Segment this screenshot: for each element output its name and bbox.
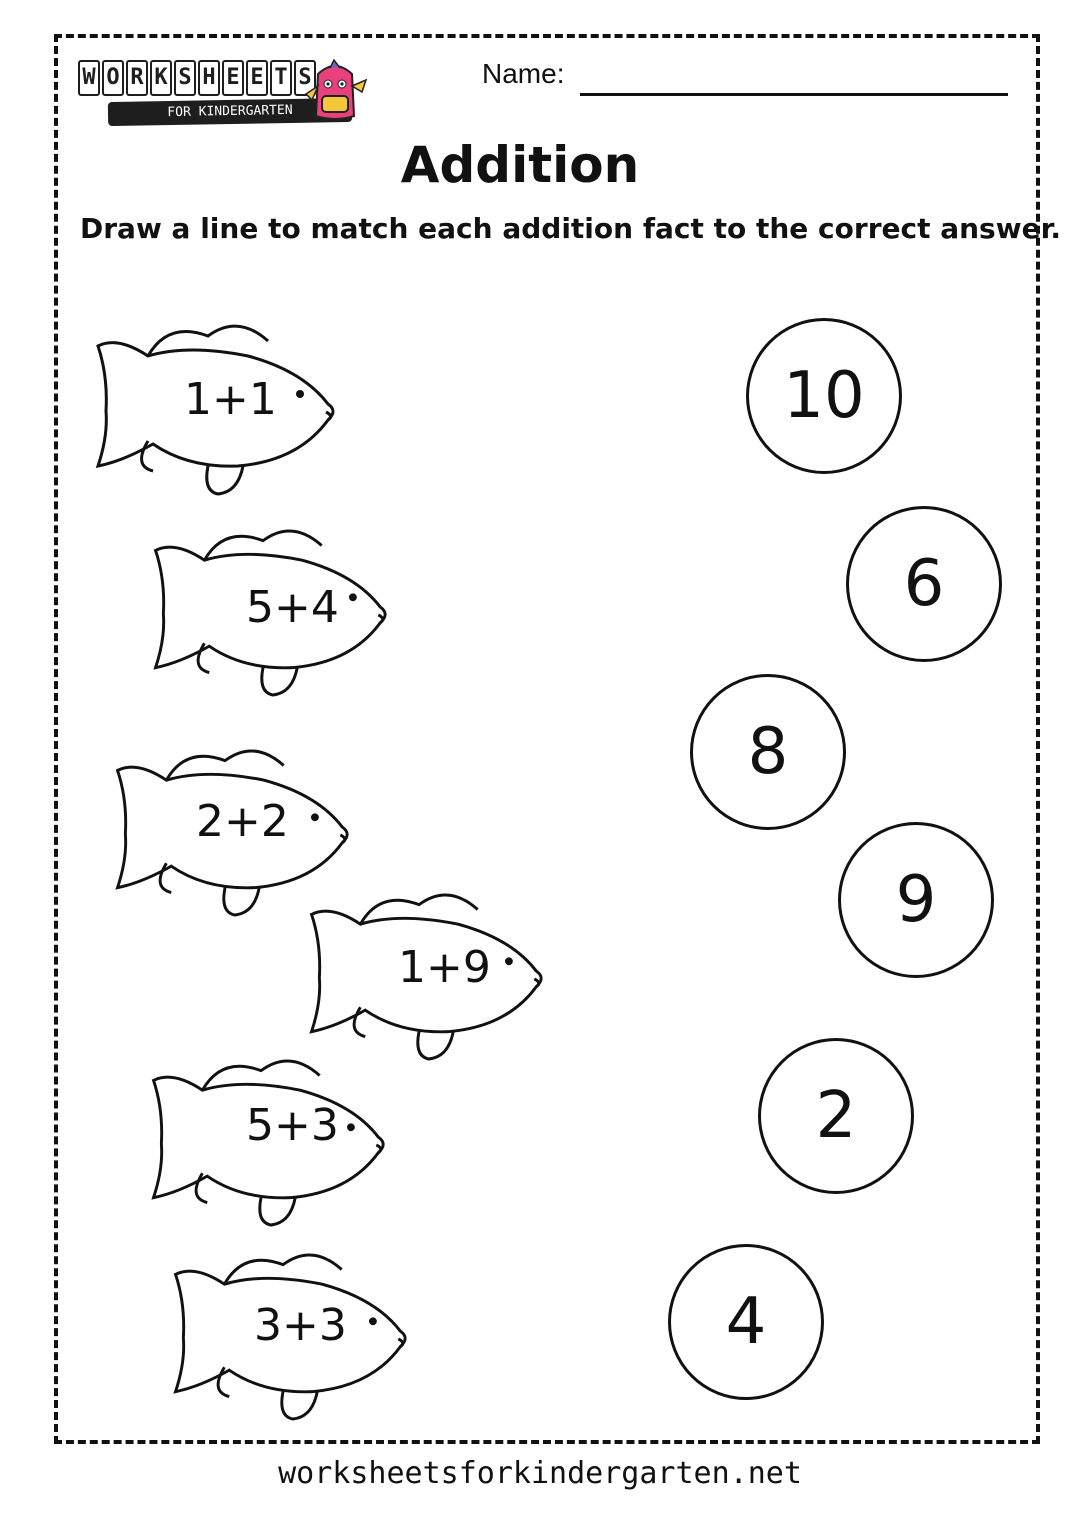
fact-label: 5+4 bbox=[246, 582, 339, 633]
dashed-border bbox=[54, 34, 1062, 1444]
fact-label: 3+3 bbox=[254, 1300, 347, 1351]
answer-circle-5[interactable] bbox=[758, 1038, 914, 1194]
fact-label: 5+3 bbox=[246, 1100, 339, 1151]
answer-circle-4[interactable] bbox=[838, 822, 994, 978]
logo-wordmark: W O R K S H E E T S bbox=[78, 60, 316, 96]
fish-fact-6[interactable] bbox=[156, 1244, 412, 1424]
answer-circle-1[interactable] bbox=[746, 318, 902, 474]
answer-label: 4 bbox=[725, 1285, 767, 1359]
fact-label: 1+1 bbox=[184, 374, 277, 425]
answer-label: 10 bbox=[783, 359, 865, 433]
instruction-text: Draw a line to match each addition fact to the correct answer. bbox=[80, 212, 1062, 245]
answer-circle-3[interactable] bbox=[690, 674, 846, 830]
fact-label: 2+2 bbox=[196, 796, 289, 847]
fact-label: 1+9 bbox=[398, 942, 491, 993]
logo-subtitle: FOR KINDERGARTEN bbox=[108, 98, 352, 126]
name-field-line[interactable] bbox=[580, 93, 1008, 96]
page-title: Addition bbox=[400, 136, 640, 194]
answer-label: 9 bbox=[895, 863, 937, 937]
backpack-mascot-icon bbox=[300, 56, 370, 126]
fish-fact-5[interactable] bbox=[134, 1050, 390, 1230]
answer-label: 6 bbox=[903, 547, 945, 621]
footer-url: worksheetsforkindergarten.net bbox=[278, 1456, 802, 1491]
answer-circle-6[interactable] bbox=[668, 1244, 824, 1400]
fish-fact-1[interactable] bbox=[78, 316, 340, 498]
answer-label: 8 bbox=[747, 715, 789, 789]
answer-circle-2[interactable] bbox=[846, 506, 1002, 662]
fish-fact-4[interactable] bbox=[292, 884, 548, 1064]
fish-fact-2[interactable] bbox=[136, 520, 392, 700]
answer-label: 2 bbox=[815, 1079, 857, 1153]
name-label: Name: bbox=[482, 58, 565, 89]
